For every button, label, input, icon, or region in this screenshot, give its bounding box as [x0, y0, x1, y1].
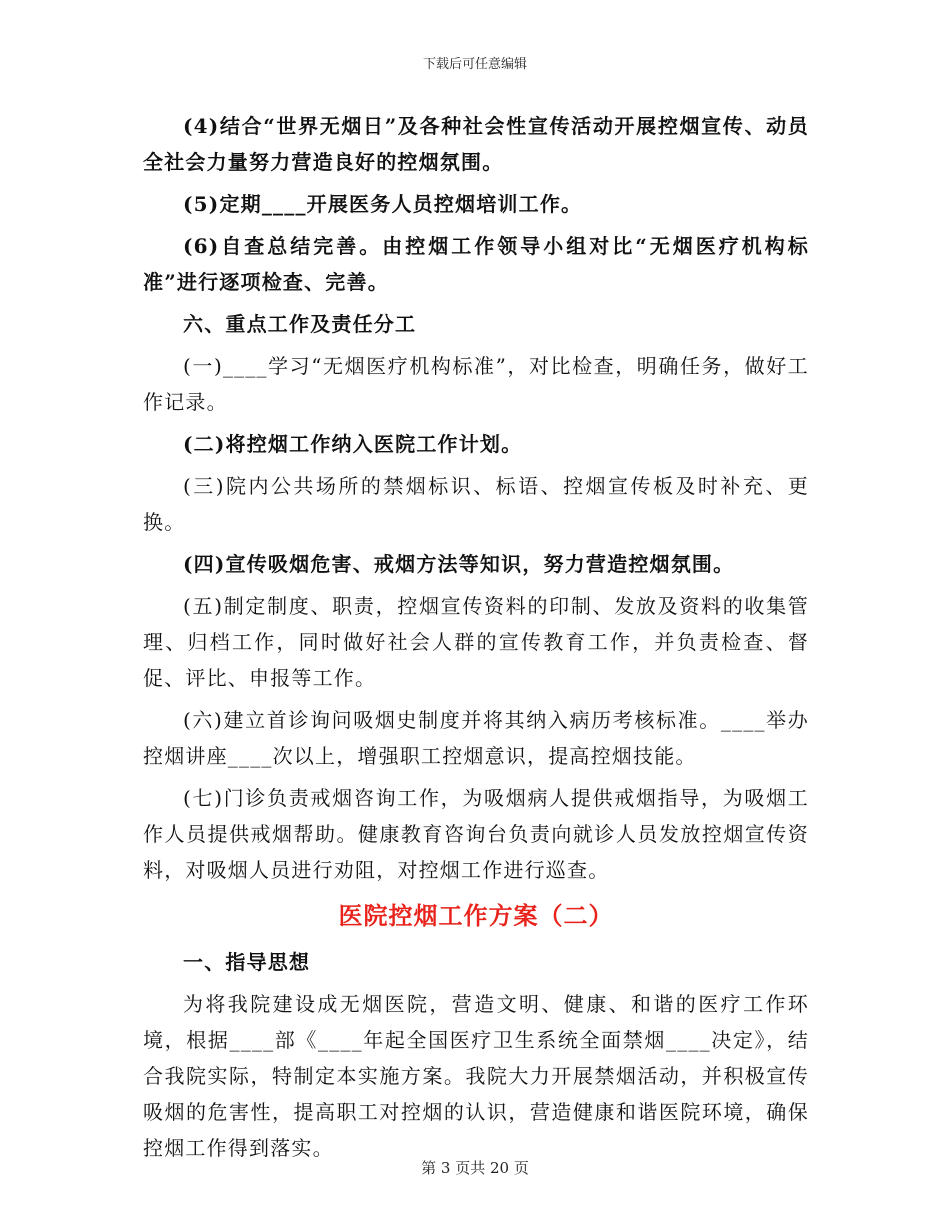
guiding-thought-paragraph: 为将我院建设成无烟医院，营造文明、健康、和谐的医疗工作环境，根据____部《____年起全国医疗卫生系统全面禁烟____决定》，结合我院实际，特制定本实施方案。我院大力开展禁烟活动，并积极宣传吸烟的危害性，提高职工对控烟的认识，营造健康和谐医院环境，确保控烟工作得到落实。	[143, 992, 809, 1160]
item-6: (六)建立首诊询问吸烟史制度并将其纳入病历考核标准。____举办控烟讲座____次以上，增强职工控烟意识，提高控烟技能。	[143, 708, 809, 768]
item-2: (二)将控烟工作纳入医院工作计划。	[183, 432, 523, 456]
guiding-thought-heading: 一、指导思想	[183, 950, 311, 974]
item-4: (四)宣传吸烟危害、戒烟方法等知识，努力营造控烟氛围。	[183, 552, 735, 576]
item-3: (三)院内公共场所的禁烟标识、标语、控烟宣传板及时补充、更换。	[143, 474, 809, 534]
page-footer: 第 3 页共 20 页	[421, 1159, 529, 1177]
paragraph-6: (6)自查总结完善。由控烟工作领导小组对比“无烟医疗机构标准”进行逐项检查、完善。	[143, 234, 809, 294]
item-7: (七)门诊负责戒烟咨询工作，为吸烟病人提供戒烟指导，为吸烟工作人员提供戒烟帮助。健康教育咨询台负责向就诊人员发放控烟宣传资料，对吸烟人员进行劝阻，对控烟工作进行巡查。	[143, 786, 809, 882]
paragraph-5: (5)定期____开展医务人员控烟培训工作。	[183, 192, 583, 216]
section-title: 医院控烟工作方案（二）	[338, 901, 614, 930]
document-body	[143, 108, 809, 1172]
page-header: 下载后可任意编辑	[422, 57, 527, 72]
item-5: (五)制定制度、职责，控烟宣传资料的印制、发放及资料的收集管理、归档工作，同时做好社会人群的宣传教育工作，并负责检查、督促、评比、申报等工作。	[143, 594, 809, 690]
paragraph-4: (4)结合“世界无烟日”及各种社会性宣传活动开展控烟宣传、动员全社会力量努力营造良好的控烟氛围。	[143, 114, 809, 174]
item-1: (一)____学习“无烟医疗机构标准”，对比检查，明确任务，做好工作记录。	[143, 354, 809, 414]
section-heading-6: 六、重点工作及责任分工	[183, 312, 417, 336]
